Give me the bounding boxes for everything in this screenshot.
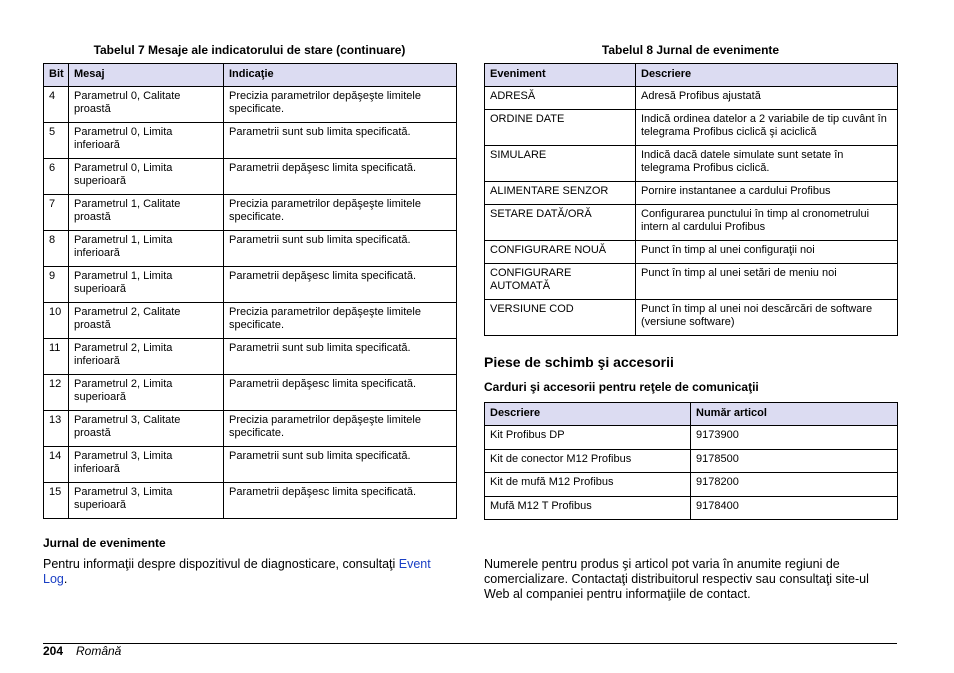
table-cell: Pornire instantanee a cardului Profibus	[636, 182, 898, 205]
table-cell: 9178200	[691, 473, 898, 497]
table-cell: Parametrul 3, Limita inferioară	[69, 447, 224, 483]
table-cell: Parametrii depăşesc limita specificată.	[224, 375, 457, 411]
table-row	[44, 483, 457, 519]
table-row	[44, 195, 457, 231]
table-row	[44, 123, 457, 159]
table-cell: Parametrii depăşesc limita specificată.	[224, 159, 457, 195]
table-row	[485, 264, 898, 300]
column-header-indication: Indicaţie	[224, 64, 457, 87]
table-cell: Parametrul 0, Limita superioară	[69, 159, 224, 195]
table-cell: Kit de mufă M12 Profibus	[485, 473, 691, 497]
table-cell: 9173900	[691, 426, 898, 450]
event-log-paragraph	[43, 557, 456, 587]
table-cell: Precizia parametrilor depăşeşte limitele specificate.	[224, 195, 457, 231]
table-row	[44, 339, 457, 375]
column-header-description: Descriere	[485, 403, 691, 426]
footer-rule	[43, 643, 897, 644]
table-cell: SETARE DATĂ/ORĂ	[485, 205, 636, 241]
table-cell: 11	[44, 339, 69, 375]
table-cell: Indică ordinea datelor a 2 variabile de tip cuvânt în telegrama Profibus ciclică şi aciclică	[636, 110, 898, 146]
table-row	[44, 159, 457, 195]
table-row	[485, 110, 898, 146]
table-cell: Parametrii sunt sub limita specificată.	[224, 339, 457, 375]
table-header-row	[485, 64, 898, 87]
table-row	[485, 146, 898, 182]
table-cell: 14	[44, 447, 69, 483]
table-row	[485, 87, 898, 110]
table-cell: SIMULARE	[485, 146, 636, 182]
table-cell: Punct în timp al unei setări de meniu noi	[636, 264, 898, 300]
table-cell: ALIMENTARE SENZOR	[485, 182, 636, 205]
table-cell: ADRESĂ	[485, 87, 636, 110]
table-cell: Parametrul 2, Limita superioară	[69, 375, 224, 411]
table-row	[44, 375, 457, 411]
table-row	[44, 87, 457, 123]
table-cell: Parametrii sunt sub limita specificată.	[224, 231, 457, 267]
table-cell: Parametrii sunt sub limita specificată.	[224, 447, 457, 483]
table-row	[485, 205, 898, 241]
table-cell: 13	[44, 411, 69, 447]
table-cell: Kit de conector M12 Profibus	[485, 449, 691, 473]
column-header-item-number: Număr articol	[691, 403, 898, 426]
table-row	[485, 300, 898, 336]
table8-caption: Tabelul 8 Jurnal de evenimente	[601, 43, 780, 57]
table-cell: 6	[44, 159, 69, 195]
column-header-description: Descriere	[636, 64, 898, 87]
table-row	[485, 496, 898, 520]
table-cell: 4	[44, 87, 69, 123]
table-cell: Kit Profibus DP	[485, 426, 691, 450]
table-cell: Parametrul 2, Calitate proastă	[69, 303, 224, 339]
table-cell: 15	[44, 483, 69, 519]
parts-note: Numerele pentru produs şi articol pot varia în anumite regiuni de comercializare. Contactaţi distribuitorul respectiv sau consultaţi site-ul Web al companiei pentru informaţiile de contact.	[484, 557, 869, 601]
table-cell: VERSIUNE COD	[485, 300, 636, 336]
table-cell: Mufă M12 T Profibus	[485, 496, 691, 520]
table-row	[485, 473, 898, 497]
table-cell: Punct în timp al unei noi descărcări de software (versiune software)	[636, 300, 898, 336]
table-cell: Punct în timp al unei configuraţii noi	[636, 241, 898, 264]
table-header-row	[44, 64, 457, 87]
event-log-heading: Jurnal de evenimente	[43, 536, 166, 550]
status-messages-table	[43, 63, 457, 519]
table-cell: 9178500	[691, 449, 898, 473]
table-row	[44, 267, 457, 303]
table-cell: Parametrul 1, Limita inferioară	[69, 231, 224, 267]
table-cell: Parametrul 0, Limita inferioară	[69, 123, 224, 159]
table-cell: CONFIGURARE AUTOMATĂ	[485, 264, 636, 300]
event-log-link[interactable]: Event Log	[43, 557, 431, 586]
table-row	[44, 447, 457, 483]
table-cell: Precizia parametrilor depăşeşte limitele specificate.	[224, 303, 457, 339]
table-cell: Parametrii depăşesc limita specificată.	[224, 483, 457, 519]
table-cell: Parametrul 2, Limita inferioară	[69, 339, 224, 375]
table-cell: 8	[44, 231, 69, 267]
table-row	[44, 411, 457, 447]
column-header-bit: Bit	[44, 64, 69, 87]
table-cell: 10	[44, 303, 69, 339]
table-cell: Configurarea punctului în timp al cronometrului intern al cardului Profibus	[636, 205, 898, 241]
page-number: 204	[43, 644, 64, 658]
table-row	[485, 426, 898, 450]
table-cell: 9	[44, 267, 69, 303]
table-cell: Parametrul 1, Limita superioară	[69, 267, 224, 303]
footer-language: Română	[76, 644, 122, 658]
table-cell: Parametrul 3, Limita superioară	[69, 483, 224, 519]
table-cell: Parametrul 0, Calitate proastă	[69, 87, 224, 123]
table-cell: Parametrul 1, Calitate proastă	[69, 195, 224, 231]
table-row	[485, 182, 898, 205]
table-cell: Indică dacă datele simulate sunt setate în telegrama Profibus ciclică.	[636, 146, 898, 182]
parts-subheading: Carduri şi accesorii pentru reţele de comunicaţii	[484, 380, 759, 394]
event-log-text-end: .	[63, 572, 68, 586]
table-cell: Precizia parametrilor depăşeşte limitele specificate.	[224, 87, 457, 123]
table-cell: Parametrii depăşesc limita specificată.	[224, 267, 457, 303]
parts-heading: Piese de schimb şi accesorii	[484, 354, 674, 370]
table7-caption: Tabelul 7 Mesaje ale indicatorului de stare (continuare)	[93, 43, 406, 57]
event-log-text: Pentru informaţii despre dispozitivul de diagnosticare, consultaţi	[43, 557, 399, 571]
table-cell: Parametrii sunt sub limita specificată.	[224, 123, 457, 159]
table-cell: ORDINE DATE	[485, 110, 636, 146]
table-cell: 9178400	[691, 496, 898, 520]
table-cell: CONFIGURARE NOUĂ	[485, 241, 636, 264]
table-row	[485, 241, 898, 264]
table-cell: 7	[44, 195, 69, 231]
table-row	[485, 449, 898, 473]
event-log-table	[484, 63, 898, 336]
table-cell: Precizia parametrilor depăşeşte limitele specificate.	[224, 411, 457, 447]
table-header-row	[485, 403, 898, 426]
column-header-event: Eveniment	[485, 64, 636, 87]
table-cell: 12	[44, 375, 69, 411]
column-header-message: Mesaj	[69, 64, 224, 87]
table-row	[44, 231, 457, 267]
table-row	[44, 303, 457, 339]
table-cell: Adresă Profibus ajustată	[636, 87, 898, 110]
parts-table	[484, 402, 898, 520]
table-cell: 5	[44, 123, 69, 159]
table-cell: Parametrul 3, Calitate proastă	[69, 411, 224, 447]
